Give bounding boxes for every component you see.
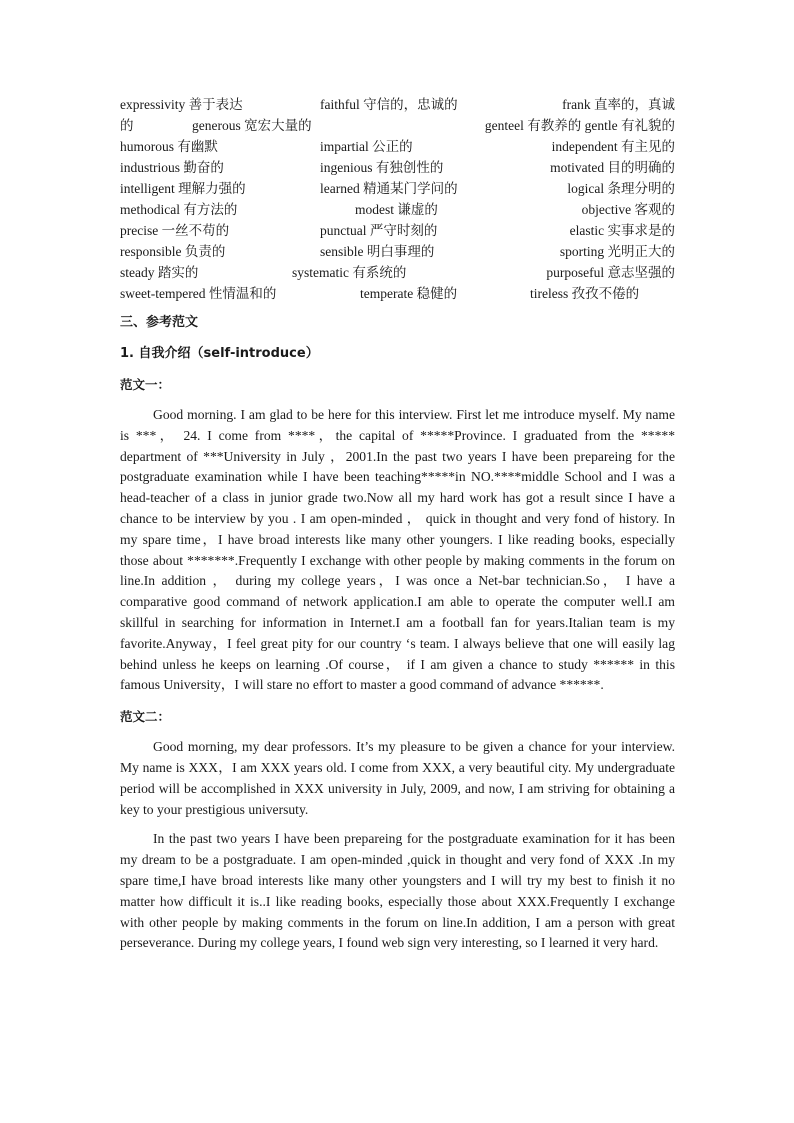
vocab-entry: precise 一丝不苟的: [120, 223, 230, 238]
vocab-entry: faithful 守信的，忠诚的: [320, 97, 458, 112]
vocab-row: [120, 199, 675, 220]
vocab-row: [120, 262, 675, 283]
vocab-entry: impartial 公正的: [320, 139, 413, 154]
vocab-entry: temperate 稳健的: [360, 286, 458, 301]
vocab-entry: objective 客观的: [581, 202, 675, 217]
vocab-entry: humorous 有幽默: [120, 139, 218, 154]
vocab-entry: logical 条理分明的: [567, 181, 675, 196]
vocab-entry: motivated 目的明确的: [550, 160, 675, 175]
vocab-entry: industrious 勤奋的: [120, 160, 224, 175]
section-heading: 三、参考范文: [120, 315, 199, 330]
vocab-entry: intelligent 理解力强的: [120, 181, 246, 196]
vocab-entry: modest 谦虚的: [355, 202, 438, 217]
sample-one-paragraph: Good morning. I am glad to be here for this interview. First let me introduce myself. My name is ***， 24. I come from ****，the capital of *****Province. I graduated from the ***** department of ***University in July ，2001.In the past two years I have been prepareing for the postgraduate examination while I have been teaching*****in NO.****middle School and I was a head-teacher of a class in junior grade two.Now all my hard work has got a result since I have a chance to be interview by you . I am open-minded ， quick in thought and very fond of history. In my spare time，I have broad interests like many other youngers. I like reading books, especially those about *******.Frequently I exchange with other people by making comments in the forum on line.In addition ， during my college years，I was once a Net-bar technician.So， I have a comparative good command of network application.I am able to operate the computer well.I am skillful in searching for information in Internet.I am a football fan for years.Italian team is my favorite.Anyway，I feel great pity for our country ‘s team. I always believe that one will easily lag behind unless he keeps on learning .Of course， if I am given a chance to study ****** in this famous University，I will stare no effort to master a good command of advance ******.: [120, 407, 675, 693]
vocabulary-list: [120, 94, 675, 304]
vocab-entry: elastic 实事求是的: [569, 223, 675, 238]
vocab-entry: sensible 明白事理的: [320, 244, 435, 259]
vocab-row: [120, 178, 675, 199]
vocab-entry: genteel 有教养的 gentle 有礼貌的: [484, 118, 675, 133]
sample-two-paragraph-2: In the past two years I have been prepareing for the postgraduate examination for it has been my dream to be a postgraduate. I am open-minded ,quick in thought and very fond of XXX .In my spare time,I have broad interests like many other youngsters and I will try my best to finish it no matter how difficult it is..I like reading books, especially those about XXX.Frequently I exchange with other people by making comments in the forum on line.In addition, I am a person with great perseverance. During my college years, I found web sign very interesting, so I learned it very hard.: [120, 831, 675, 951]
vocab-row: [120, 94, 675, 115]
vocab-entry: steady 踏实的: [120, 265, 199, 280]
vocab-entry: sporting 光明正大的: [559, 244, 675, 259]
vocab-entry: frank 直率的，真诚: [562, 97, 675, 112]
vocab-row: [120, 241, 675, 262]
vocab-entry: tireless 孜孜不倦的: [530, 286, 640, 301]
sample-two-paragraph-1: Good morning, my dear professors. It’s my pleasure to be given a chance for your interview. My name is XXX，I am XXX years old. I come from XXX, a very beautiful city. My undergraduate period will be accomplished in XXX university in July, 2009, and now, I am striving for obtaining a key to your prestigious universuty.: [120, 739, 675, 817]
vocab-entry: purposeful 意志坚强的: [546, 265, 675, 280]
vocab-entry: 的: [120, 118, 134, 133]
vocab-entry: generous 宽宏大量的: [192, 118, 312, 133]
vocab-entry: systematic 有系统的: [292, 265, 407, 280]
vocab-entry: independent 有主见的: [551, 139, 675, 154]
vocab-entry: sweet-tempered 性情温和的: [120, 286, 277, 301]
sample-one-label: 范文一：: [120, 377, 171, 392]
vocab-row: [120, 283, 675, 304]
vocab-entry: responsible 负责的: [120, 244, 226, 259]
vocab-row: [120, 157, 675, 178]
vocab-entry: punctual 严守时刻的: [320, 223, 438, 238]
vocab-row: [120, 115, 675, 136]
vocab-row: [120, 220, 675, 241]
subsection-heading: 1. 自我介绍（self-introduce）: [120, 346, 319, 361]
document-page: [120, 94, 675, 954]
sample-two-label: 范文二：: [120, 709, 171, 725]
vocab-entry: learned 精通某门学问的: [320, 181, 458, 196]
vocab-entry: methodical 有方法的: [120, 202, 238, 217]
vocab-entry: expressivity 善于表达: [120, 97, 243, 112]
vocab-row: [120, 136, 675, 157]
vocab-entry: ingenious 有独创性的: [320, 160, 444, 175]
